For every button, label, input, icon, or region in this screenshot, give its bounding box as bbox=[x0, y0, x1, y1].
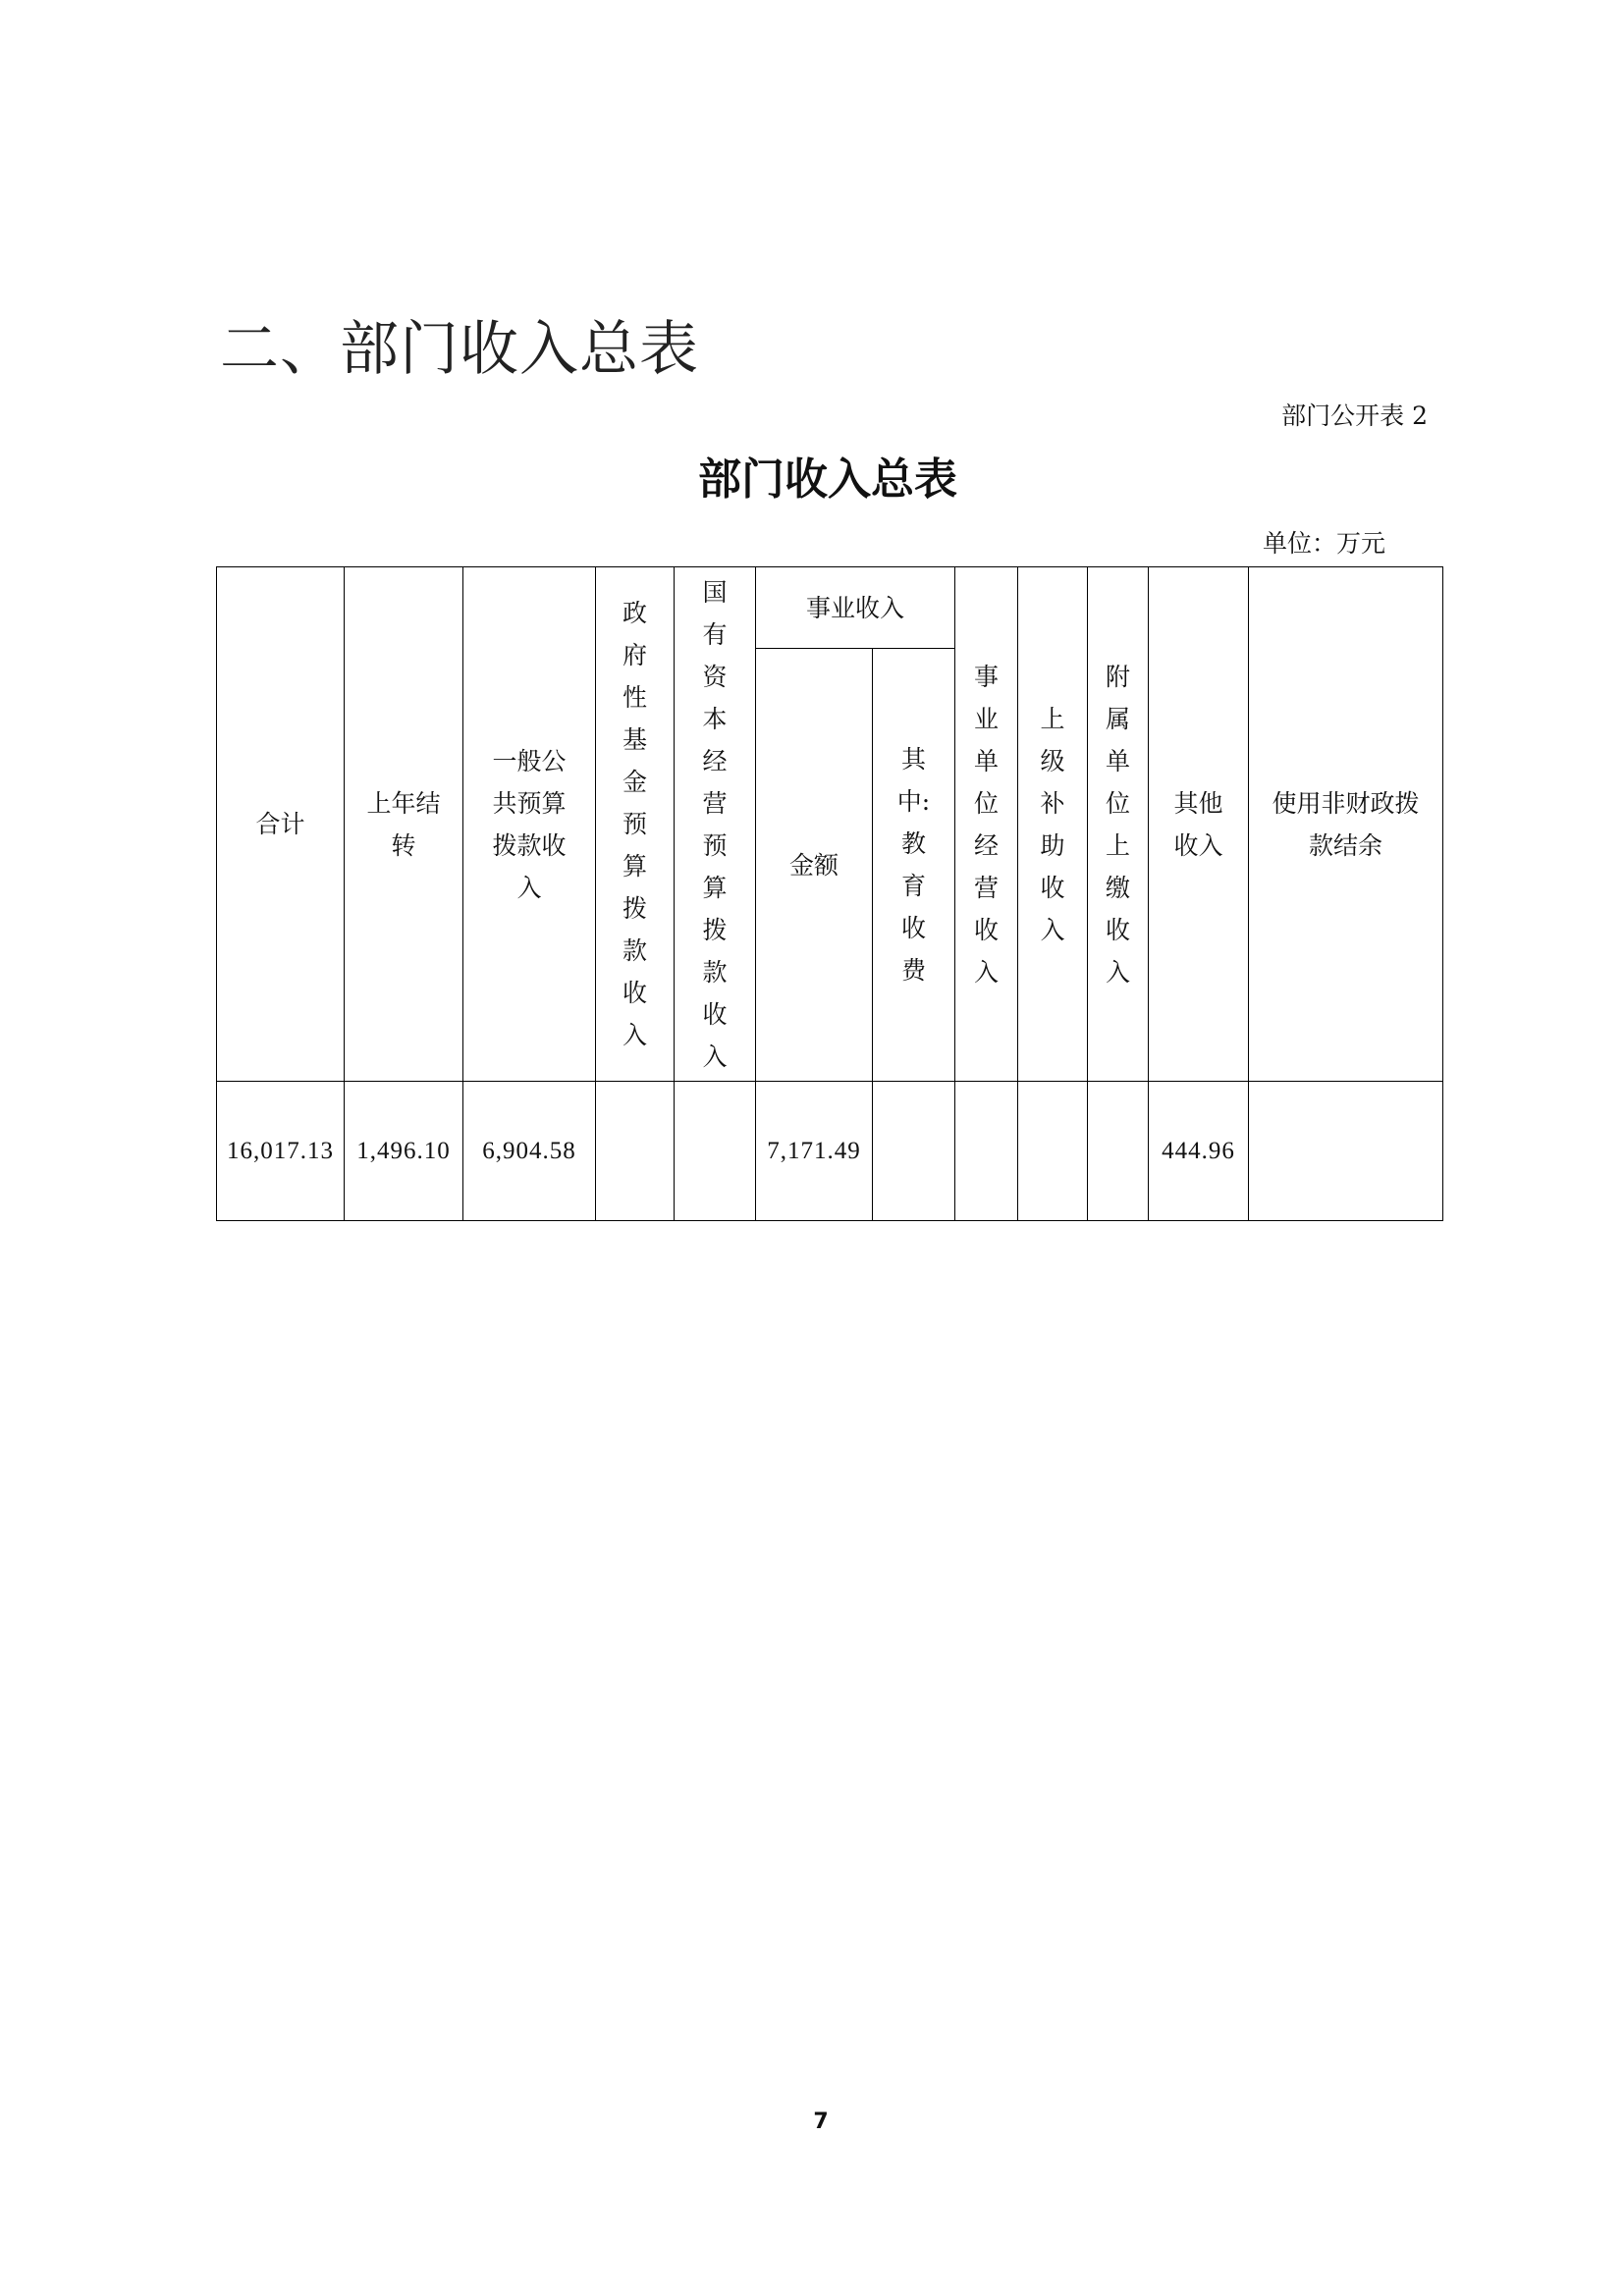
cell-superior-subsidy bbox=[1018, 1082, 1088, 1221]
header-total-label: 合计 bbox=[255, 810, 305, 838]
cell-business-amount: 7,171.49 bbox=[756, 1082, 873, 1221]
cell-general-budget: 6,904.58 bbox=[463, 1082, 596, 1221]
cell-carryover: 1,496.10 bbox=[345, 1082, 463, 1221]
header-superior-subsidy bbox=[1018, 567, 1088, 1082]
header-operating-label: 事业单位经营收入 bbox=[974, 662, 1000, 987]
header-business-amount-label: 金额 bbox=[788, 850, 839, 880]
header-general-budget bbox=[463, 567, 596, 1082]
header-business-edu-label: 其中:教育收费 bbox=[896, 745, 931, 985]
header-business-income-label: 事业收入 bbox=[806, 593, 905, 622]
table-row bbox=[217, 1082, 1443, 1221]
cell-state-capital bbox=[675, 1082, 756, 1221]
form-label: 部门公开表 2 bbox=[1281, 401, 1428, 430]
header-gov-fund bbox=[596, 567, 675, 1082]
header-gov-fund-label: 政府性基金预算拨款收入 bbox=[622, 599, 647, 1049]
header-other-label: 其他收入 bbox=[1173, 788, 1223, 860]
header-business-edu bbox=[873, 649, 955, 1082]
header-state-capital-label: 国有资本经营预算拨款收入 bbox=[702, 577, 728, 1071]
header-non-fiscal-balance bbox=[1249, 567, 1443, 1082]
header-superior-subsidy-label: 上级补助收入 bbox=[1040, 704, 1065, 944]
cell-affiliated bbox=[1088, 1082, 1149, 1221]
section-heading: 二、部门收入总表 bbox=[220, 315, 699, 384]
cell-gov-fund bbox=[596, 1082, 675, 1221]
header-state-capital bbox=[675, 567, 756, 1082]
header-carryover-label: 上年结转 bbox=[366, 788, 441, 860]
cell-operating bbox=[955, 1082, 1018, 1221]
header-non-fiscal-balance-label: 使用非财政拨款结余 bbox=[1272, 788, 1420, 860]
header-affiliated bbox=[1088, 567, 1149, 1082]
cell-total: 16,017.13 bbox=[217, 1082, 345, 1221]
header-other bbox=[1149, 567, 1249, 1082]
table-title: 部门收入总表 bbox=[698, 454, 957, 505]
unit-label: 单位：万元 bbox=[1263, 529, 1386, 558]
header-total bbox=[217, 567, 345, 1082]
cell-other: 444.96 bbox=[1149, 1082, 1249, 1221]
header-carryover bbox=[345, 567, 463, 1082]
header-affiliated-label: 附属单位上缴收入 bbox=[1106, 662, 1131, 987]
header-row-1 bbox=[217, 567, 1443, 649]
cell-non-fiscal-balance bbox=[1249, 1082, 1443, 1221]
page-number: 7 bbox=[813, 2109, 829, 2134]
header-business-income bbox=[756, 567, 955, 649]
cell-business-edu bbox=[873, 1082, 955, 1221]
header-operating bbox=[955, 567, 1018, 1082]
header-business-amount bbox=[756, 649, 873, 1082]
income-summary-table bbox=[216, 566, 1443, 1221]
header-general-budget-label: 一般公共预算拨款收入 bbox=[492, 746, 567, 902]
